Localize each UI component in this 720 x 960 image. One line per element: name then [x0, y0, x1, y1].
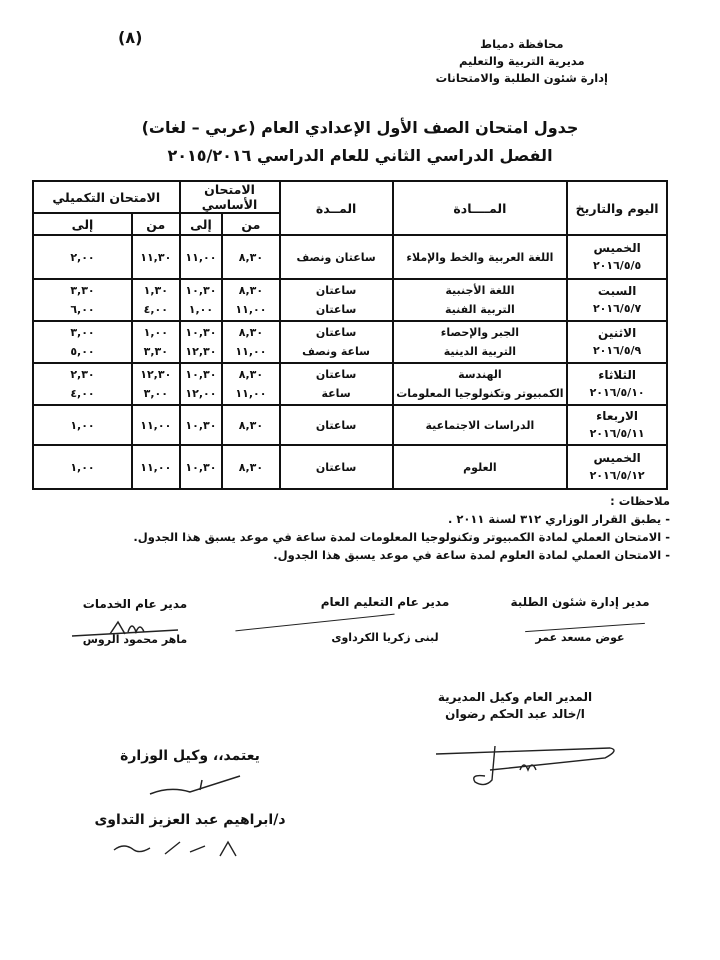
time-value: ١١,٠٠: [235, 345, 267, 358]
subject-name: اللغة الأجنبية: [445, 284, 515, 297]
day-name: الاثنين: [598, 326, 637, 340]
signature-directorate-head: [420, 690, 610, 721]
time-value: ١٢,٠٠: [185, 387, 217, 400]
header-basic-from: من: [222, 213, 279, 235]
signature-ministry-deputy: [100, 748, 280, 764]
time-value: ١,٠٠: [70, 418, 95, 432]
time-value: ٦,٠٠: [70, 303, 95, 316]
cell-basic-to: [180, 279, 223, 321]
exam-date: ٢٠١٦/٥/٩: [592, 344, 642, 357]
subject-name: التربية الدينية: [443, 345, 517, 358]
signatory-role: يعتمد،، وكيل الوزارة: [120, 748, 260, 764]
time-value: ٨,٣٠: [238, 460, 264, 474]
day-name: الاربعاء: [596, 409, 639, 423]
exam-date: ٢٠١٦/٥/١٢: [589, 469, 645, 482]
time-value: ٢,٣٠: [70, 368, 95, 381]
duration-value: ساعة: [321, 387, 351, 400]
cell-subject: [393, 405, 568, 445]
header-complementary-exam: الامتحان التكميلي: [33, 181, 180, 213]
cell-basic-from: [222, 363, 279, 405]
subject-name: العلوم: [463, 460, 497, 474]
table-row: [33, 405, 667, 445]
cell-basic-from: [222, 279, 279, 321]
note-item: - الامتحان العملي لمادة العلوم لمدة ساعة في موعد يسبق هذا الجدول.: [273, 548, 670, 562]
cell-basic-from: [222, 445, 279, 489]
time-value: ١,٠٠: [188, 303, 214, 316]
time-value: ١١,٠٠: [185, 250, 217, 264]
day-name: الخميس: [593, 451, 641, 465]
subject-name: الدراسات الاجتماعية: [425, 418, 535, 432]
cell-subject: [393, 445, 568, 489]
day-name: الثلاثاء: [598, 368, 636, 382]
table-row: [33, 279, 667, 321]
cell-basic-from: [222, 235, 279, 279]
cell-duration: [280, 405, 393, 445]
duration-value: ساعتان: [315, 284, 357, 297]
header-basic-to: إلى: [180, 213, 223, 235]
notes-section: [133, 492, 670, 564]
header-day-date: اليوم والتاريخ: [567, 181, 667, 235]
page-number: (٨): [118, 28, 143, 47]
cell-basic-from: [222, 321, 279, 363]
time-value: ٣,٠٠: [70, 326, 95, 339]
subject-name: التربية الفنية: [444, 303, 515, 316]
time-value: ١٢,٣٠: [140, 368, 172, 381]
time-value: ٣,٠٠: [143, 387, 168, 400]
cell-comp-to: [33, 363, 132, 405]
cell-comp-to: [33, 405, 132, 445]
time-value: ٥,٠٠: [70, 345, 95, 358]
cell-duration: [280, 445, 393, 489]
cell-comp-from: [132, 363, 180, 405]
cell-day-date: [567, 321, 667, 363]
signature-general-education: [290, 595, 480, 644]
exam-date: ٢٠١٦/٥/٧: [592, 302, 642, 315]
time-value: ١,٠٠: [143, 326, 168, 339]
notes-heading: ملاحظات :: [610, 494, 670, 508]
handwritten-approval-date: [110, 836, 260, 860]
duration-value: ساعة ونصف: [302, 345, 370, 358]
cell-day-date: [567, 279, 667, 321]
signature-scribble: [140, 770, 260, 800]
time-value: ١,٣٠: [143, 284, 168, 297]
header-basic-exam: الامتحان الأساسي: [180, 181, 280, 213]
cell-subject: [393, 235, 568, 279]
cell-comp-to: [33, 279, 132, 321]
table-row: [33, 363, 667, 405]
duration-value: ساعتان: [315, 418, 357, 432]
title-line-1: جدول امتحان الصف الأول الإعدادي العام (عربي – لغات): [141, 118, 579, 137]
signatory-role: مدير إدارة شئون الطلبة: [510, 595, 650, 609]
day-name: السبت: [597, 284, 637, 298]
time-value: ١,٠٠: [70, 460, 95, 474]
subject-name: الجبر والإحصاء: [440, 326, 520, 339]
subject-name: اللغة العربية والخط والإملاء: [406, 250, 554, 264]
signatory-name-ministry-deputy: د/ابراهيم عبد العزيز التداوى: [94, 812, 286, 828]
exam-date: ٢٠١٦/٥/٥: [592, 259, 642, 272]
duration-value: ساعتان: [315, 326, 357, 339]
time-value: ٢,٠٠: [70, 250, 95, 264]
time-value: ٣,٣٠: [143, 345, 168, 358]
cell-comp-from: [132, 235, 180, 279]
governorate-name: محافظة دمياط: [480, 37, 564, 51]
exam-schedule-table: [32, 180, 668, 490]
cell-subject: [393, 363, 568, 405]
directorate-name: مديرية التربية والتعليم: [459, 54, 585, 68]
time-value: ٨,٣٠: [238, 326, 264, 339]
time-value: ٤,٠٠: [70, 387, 95, 400]
time-value: ١١,٠٠: [140, 460, 172, 474]
time-value: ١٢,٣٠: [185, 345, 217, 358]
cell-basic-to: [180, 405, 223, 445]
duration-value: ساعتان ونصف: [296, 250, 376, 264]
cell-duration: [280, 321, 393, 363]
signature-scribble: [70, 618, 180, 640]
cell-comp-to: [33, 235, 132, 279]
signatory-name: لبنى زكريا الكرداوى: [331, 631, 439, 644]
cell-comp-from: [132, 405, 180, 445]
exam-date: ٢٠١٦/٥/١٠: [589, 386, 645, 399]
header-duration: المــدة: [280, 181, 393, 235]
cell-subject: [393, 279, 568, 321]
duration-value: ساعتان: [315, 368, 357, 381]
header-comp-to: إلى: [33, 213, 132, 235]
cell-basic-from: [222, 405, 279, 445]
duration-value: ساعتان: [315, 460, 357, 474]
time-value: ١١,٣٠: [140, 250, 172, 264]
day-name: الخميس: [593, 241, 641, 255]
cell-comp-from: [132, 445, 180, 489]
time-value: ١٠,٣٠: [185, 368, 217, 381]
subject-name: الهندسة: [458, 368, 502, 381]
cell-comp-to: [33, 445, 132, 489]
document-title: [0, 114, 720, 170]
time-value: ٨,٣٠: [238, 418, 264, 432]
time-value: ١٠,٣٠: [185, 460, 217, 474]
note-item: - يطبق القرار الوزاري ٣١٢ لسنة ٢٠١١ .: [447, 512, 670, 526]
time-value: ١١,٠٠: [235, 303, 267, 316]
cell-duration: [280, 235, 393, 279]
cell-day-date: [567, 363, 667, 405]
schedule-body: [33, 235, 667, 489]
table-row: [33, 445, 667, 489]
time-value: ١٠,٣٠: [185, 326, 217, 339]
handwritten-signature-date: [430, 740, 620, 790]
signatory-role: مدير عام الخدمات: [82, 597, 188, 611]
title-line-2: الفصل الدراسي الثاني للعام الدراسي ٢٠١٥/٢٠١٦: [167, 146, 553, 165]
cell-day-date: [567, 235, 667, 279]
cell-duration: [280, 363, 393, 405]
subject-name: الكمبيوتر وتكنولوجيا المعلومات: [396, 387, 564, 400]
signatory-name: عوض مسعد عمر: [535, 631, 625, 644]
cell-comp-from: [132, 279, 180, 321]
cell-subject: [393, 321, 568, 363]
exam-date: ٢٠١٦/٥/١١: [589, 427, 645, 440]
time-value: ١١,٠٠: [235, 387, 267, 400]
signatory-name: ماهر محمود الروس: [82, 633, 188, 646]
cell-day-date: [567, 445, 667, 489]
header-subject: المــــادة: [393, 181, 568, 235]
cell-basic-to: [180, 363, 223, 405]
table-row: [33, 321, 667, 363]
signature-student-affairs: [480, 595, 680, 644]
cell-day-date: [567, 405, 667, 445]
time-value: ٨,٣٠: [238, 368, 264, 381]
time-value: ١٠,٣٠: [185, 418, 217, 432]
time-value: ١١,٠٠: [140, 418, 172, 432]
time-value: ٨,٣٠: [238, 250, 264, 264]
cell-basic-to: [180, 321, 223, 363]
signatory-role: مدير عام التعليم العام: [320, 595, 450, 609]
time-value: ١٠,٣٠: [185, 284, 217, 297]
cell-duration: [280, 279, 393, 321]
cell-comp-from: [132, 321, 180, 363]
department-name: إدارة شئون الطلبة والامتحانات: [435, 71, 608, 85]
header-comp-from: من: [132, 213, 180, 235]
time-value: ٨,٣٠: [238, 284, 264, 297]
cell-basic-to: [180, 445, 223, 489]
duration-value: ساعتان: [315, 303, 357, 316]
table-row: [33, 235, 667, 279]
signatory-name: ا/خالد عبد الحكم رضوان: [445, 707, 585, 721]
cell-comp-to: [33, 321, 132, 363]
issuing-authority-header: [436, 36, 608, 87]
cell-basic-to: [180, 235, 223, 279]
signatory-role: المدير العام وكيل المديرية: [437, 690, 593, 704]
note-item: - الامتحان العملي لمادة الكمبيوتر وتكنولوجيا المعلومات لمدة ساعة في موعد يسبق هذا الجدول.: [133, 530, 670, 544]
time-value: ٣,٣٠: [70, 284, 95, 297]
time-value: ٤,٠٠: [143, 303, 168, 316]
